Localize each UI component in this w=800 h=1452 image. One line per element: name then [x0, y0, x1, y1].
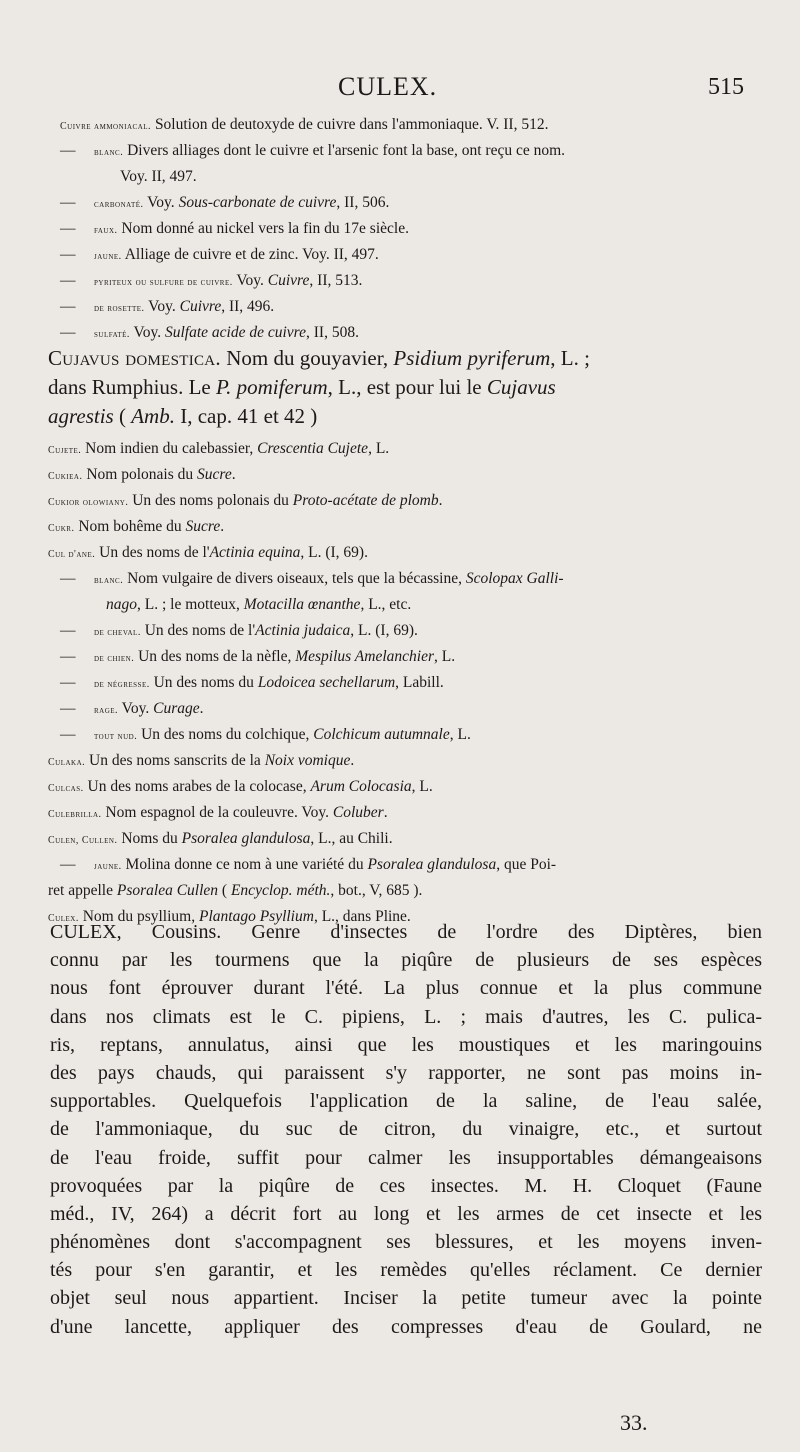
entry-term: blanc.	[94, 147, 124, 158]
entry-term: de rosette.	[94, 303, 145, 314]
entry-italic: Sucre	[185, 518, 221, 535]
entry-cul-blanc: — blanc. Nom vulgaire de divers oiseaux, tels que la bécassine, Scolopax Galli-	[60, 570, 564, 587]
signature-mark: 33.	[620, 1410, 648, 1435]
entry-text: Nom du psyllium,	[78, 908, 199, 925]
entry-term: Cujavus domestica.	[48, 346, 221, 370]
entry-cuivre-ammoniacal	[60, 112, 548, 140]
entry-term: jaune.	[94, 251, 122, 262]
entry-term: rage.	[94, 705, 119, 716]
entry-italic: Sucre	[196, 466, 232, 483]
entry-text: Voy.	[129, 324, 165, 341]
entry-italic: Colchicum autumnale	[313, 726, 450, 743]
entry-text: Divers alliages dont le cuivre et l'arsenic font la base, ont reçu ce nom.	[123, 142, 566, 159]
entry-text: Un des noms sanscrits de la	[85, 752, 265, 769]
page-header	[0, 70, 800, 110]
entry-text: Voy. II, 497.	[120, 168, 197, 185]
entry-term: carbonaté.	[94, 199, 144, 210]
entry-text: Noms du	[117, 830, 182, 847]
entry-text: Voy.	[144, 298, 180, 315]
entry-cujavus-line1	[48, 344, 590, 373]
entry-term: sulfaté.	[94, 329, 130, 340]
entry-cukiea	[48, 462, 236, 490]
entry-text: , L., dans Pline.	[313, 908, 411, 925]
entry-text: .	[231, 466, 236, 483]
entry-term: Cukr.	[48, 523, 75, 534]
entry-italic: Scolopax Galli-	[465, 570, 564, 587]
entry-term: de cheval.	[94, 627, 141, 638]
entry-cul-de-negresse: — de négresse. Un des noms du Lodoicea sechellarum, Labill.	[60, 674, 444, 691]
entry-cul-de-chien: — de chien. Un des noms de la nèfle, Mespilus Amelanchier, L.	[60, 648, 456, 665]
entry-cuivre-pyriteux: — pyriteux ou sulfure de cuivre. Voy. Cuivre, II, 513.	[60, 272, 363, 289]
entry-italic: Proto-acétate de plomb	[292, 492, 439, 509]
entry-text: , L.	[411, 778, 433, 795]
entry-term: Culex.	[48, 913, 79, 924]
entry-term: Culen, Cullen.	[48, 835, 118, 846]
entry-italic: Psoralea glandulosa	[181, 830, 311, 847]
entry-term: Cuivre ammoniacal.	[60, 121, 152, 132]
entry-cujete	[48, 436, 389, 464]
entry-continuation	[48, 878, 422, 904]
entry-italic: Psidium pyriferum	[393, 346, 551, 370]
entry-text: , L.	[449, 726, 471, 743]
entry-text: , II, 513.	[309, 272, 363, 289]
entry-text: Un des noms du colchique,	[137, 726, 314, 743]
entry-text: (	[113, 404, 132, 428]
entry-text: Solution de deutoxyde de cuivre dans l'ammoniaque. V. II, 512.	[151, 116, 549, 133]
entry-cuivre-faux: — faux. Nom donné au nickel vers la fin du 17e siècle.	[60, 220, 409, 237]
entry-term: pyriteux ou sulfure de cuivre.	[94, 277, 233, 288]
article-line: de l'ammoniaque, du suc de citron, du vinaigre, etc., et surtout	[50, 1118, 762, 1141]
entry-cujavus-line3	[48, 402, 317, 431]
entry-culcas	[48, 774, 433, 802]
entry-text: Voy.	[232, 272, 268, 289]
entry-italic: Coluber	[332, 804, 384, 821]
entry-text: , L., au Chili.	[310, 830, 393, 847]
entry-italic: Amb.	[131, 404, 175, 428]
entry-text: Nom donné au nickel vers la fin du 17e siècle.	[117, 220, 409, 237]
entry-term: Culebrilla.	[48, 809, 102, 820]
article-line: supportables. Quelquefois l'application de la saline, de l'eau salée,	[50, 1090, 762, 1113]
entry-cul-de-cheval: — de cheval. Un des noms de l'Actinia judaica, L. (I, 69).	[60, 622, 418, 639]
entry-term: faux.	[94, 225, 118, 236]
entry-text: Voy.	[143, 194, 179, 211]
article-line: objet seul nous appartient. Inciser la petite tumeur avec la pointe	[50, 1287, 762, 1310]
entry-cuivre-blanc: — blanc. Divers alliages dont le cuivre et l'arsenic font la base, ont reçu ce nom.	[60, 142, 566, 159]
entry-term: jaune.	[94, 861, 122, 872]
entry-text: Un des noms de la nèfle,	[134, 648, 296, 665]
article-line: provoquées par la piqûre de ces insectes. M. H. Cloquet (Faune	[50, 1174, 762, 1197]
entry-cul-d-ane	[48, 540, 368, 568]
entry-italic: Plantago Psyllium	[198, 908, 314, 925]
entry-text: Nom indien du calebassier,	[81, 440, 258, 457]
entry-text: Un des noms du	[149, 674, 258, 691]
entry-text: Un des noms de l'	[140, 622, 256, 639]
entry-text: , II, 506.	[336, 194, 390, 211]
culex-article	[50, 918, 762, 1341]
entry-text: .	[220, 518, 225, 535]
article-line: CULEX, Cousins. Genre d'insectes de l'ordre des Diptères, bien	[50, 921, 762, 943]
entry-text: .	[350, 752, 355, 769]
entry-text: Molina donne ce nom à une variété du	[121, 856, 368, 873]
article-line: d'une lancette, appliquer des compresses d'eau de Goulard, ne	[50, 1315, 762, 1338]
entry-term: Culaka.	[48, 757, 86, 768]
entry-italic: nago	[106, 596, 137, 613]
article-line: ris, reptans, annulatus, ainsi que les moustiques et les maringouins	[50, 1033, 762, 1056]
entry-italic: Actinia equina	[209, 544, 301, 561]
entry-cujavus-line2	[48, 373, 556, 402]
entry-text: , que Poi-	[496, 856, 557, 873]
entry-continuation	[106, 592, 411, 618]
article-line: connu par les tourmens que la piqûre de plusieurs de ses espèces	[50, 949, 762, 972]
article-line: dans nos climats est le C. pipiens, L. ; mais d'autres, les C. pulica-	[50, 1005, 762, 1028]
entry-text: Voy.	[118, 700, 154, 717]
entry-cul-tout-nud: — tout nud. Un des noms du colchique, Colchicum autumnale, L.	[60, 726, 471, 743]
entry-text: I, cap. 41 et 42 )	[174, 404, 318, 428]
article-line: phénomènes dont s'accompagnent ses blessures, et les moyens inven-	[50, 1231, 762, 1254]
entry-italic: Motacilla œnanthe	[243, 596, 361, 613]
entry-text: (	[218, 882, 231, 899]
entry-cuivre-sulfate: — sulfaté. Voy. Sulfate acide de cuivre, II, 508.	[60, 324, 359, 341]
entry-text: , L.	[368, 440, 390, 457]
entry-text: , L.	[433, 648, 456, 665]
entry-cuivre-jaune: — jaune. Alliage de cuivre et de zinc. Voy. II, 497.	[60, 246, 379, 263]
entry-term: Cukior olowiany.	[48, 497, 129, 508]
entry-text: .	[383, 804, 388, 821]
entry-culaka	[48, 748, 354, 776]
entry-term: tout nud.	[94, 731, 138, 742]
entry-text: Nom vulgaire de divers oiseaux, tels que la bécassine,	[123, 570, 466, 587]
page-number: 515	[708, 74, 744, 100]
entry-text: , L. (I, 69).	[350, 622, 418, 639]
entry-italic: Actinia judaica	[255, 622, 351, 639]
entry-text: , II, 496.	[221, 298, 275, 315]
entry-text: Nom polonais du	[82, 466, 197, 483]
article-line: des pays chauds, qui paraissent s'y rapporter, ne sont pas moins in-	[50, 1061, 762, 1084]
article-line: de l'eau froide, suffit pour calmer les insupportables démangeaisons	[50, 1146, 762, 1169]
entry-italic: Psoralea Cullen	[116, 882, 219, 899]
entry-text: , Labill.	[395, 674, 444, 691]
article-line: nous font éprouver durant l'été. La plus connue et la plus commune	[50, 977, 762, 1000]
article-line: tés pour s'en garantir, et les remèdes qu'elles réclament. Ce dernier	[50, 1259, 762, 1282]
entry-cukior-olowiany	[48, 488, 442, 516]
entry-text: ret appelle	[48, 882, 117, 899]
entry-curage: — rage. Voy. Curage.	[60, 700, 204, 717]
entry-text: Alliage de cuivre et de zinc. Voy. II, 497.	[121, 246, 379, 263]
entry-italic: Mespilus Amelanchier	[295, 648, 434, 665]
entry-term: Cukiea.	[48, 471, 83, 482]
entry-italic: Arum Colocasia	[310, 778, 412, 795]
entry-cuivre-carbonate: — carbonaté. Voy. Sous-carbonate de cuivre, II, 506.	[60, 194, 390, 211]
article-line: méd., IV, 264) a décrit fort au long et les armes de cet insecte et les	[50, 1202, 762, 1225]
entry-text: , L. ; le motteux,	[137, 596, 244, 613]
entry-text: dans Rumphius. Le	[48, 375, 216, 399]
entry-term: Cul d'ane.	[48, 549, 96, 560]
entry-text: Nom espagnol de la couleuvre. Voy.	[101, 804, 333, 821]
entry-italic: Sous-carbonate de cuivre	[178, 194, 337, 211]
entry-italic: Crescentia Cujete	[257, 440, 369, 457]
entry-text: Un des noms polonais du	[128, 492, 293, 509]
entry-italic: Cuivre	[179, 298, 222, 315]
entry-term: Cujete.	[48, 445, 82, 456]
entry-italic: Cuivre	[267, 272, 310, 289]
entry-text: , L. ;	[550, 346, 590, 370]
entry-term: blanc.	[94, 575, 124, 586]
entry-text: , II, 508.	[306, 324, 359, 341]
entry-continuation	[120, 164, 197, 190]
entry-text: Nom du gouyavier,	[221, 346, 394, 370]
entry-cuivre-rosette: — de rosette. Voy. Cuivre, II, 496.	[60, 298, 275, 315]
entry-italic: Noix vomique	[264, 752, 351, 769]
entry-italic: Encyclop. méth.	[230, 882, 331, 899]
entry-cukr	[48, 514, 224, 542]
entry-italic: P. pomiferum	[216, 375, 328, 399]
entry-text: , bot., V, 685 ).	[330, 882, 423, 899]
entry-italic: Curage	[153, 700, 200, 717]
entry-text: , L., etc.	[360, 596, 412, 613]
entry-text: .	[438, 492, 443, 509]
entry-text: Un des noms arabes de la colocase,	[83, 778, 311, 795]
entry-culen	[48, 826, 393, 854]
entry-text: , L., est pour lui le	[327, 375, 487, 399]
entry-italic: Psoralea glandulosa	[367, 856, 497, 873]
entry-italic: Cujavus	[486, 375, 556, 399]
entry-culebrilla	[48, 800, 388, 828]
entry-text: Un des noms de l'	[95, 544, 210, 561]
entry-italic: Lodoicea sechellarum	[257, 674, 396, 691]
entry-text: , L. (I, 69).	[300, 544, 368, 561]
entry-italic: agrestis	[48, 404, 114, 428]
entry-term: de chien.	[94, 653, 135, 664]
entry-text: .	[199, 700, 204, 717]
running-title: CULEX.	[338, 72, 438, 101]
entry-term: Culcas.	[48, 783, 84, 794]
entry-term: de négresse.	[94, 679, 150, 690]
entry-culen-jaune: — jaune. Molina donne ce nom à une variété du Psoralea glandulosa, que Poi-	[60, 856, 557, 873]
entry-italic: Sulfate acide de cuivre	[164, 324, 307, 341]
entry-text: Nom bohême du	[74, 518, 186, 535]
